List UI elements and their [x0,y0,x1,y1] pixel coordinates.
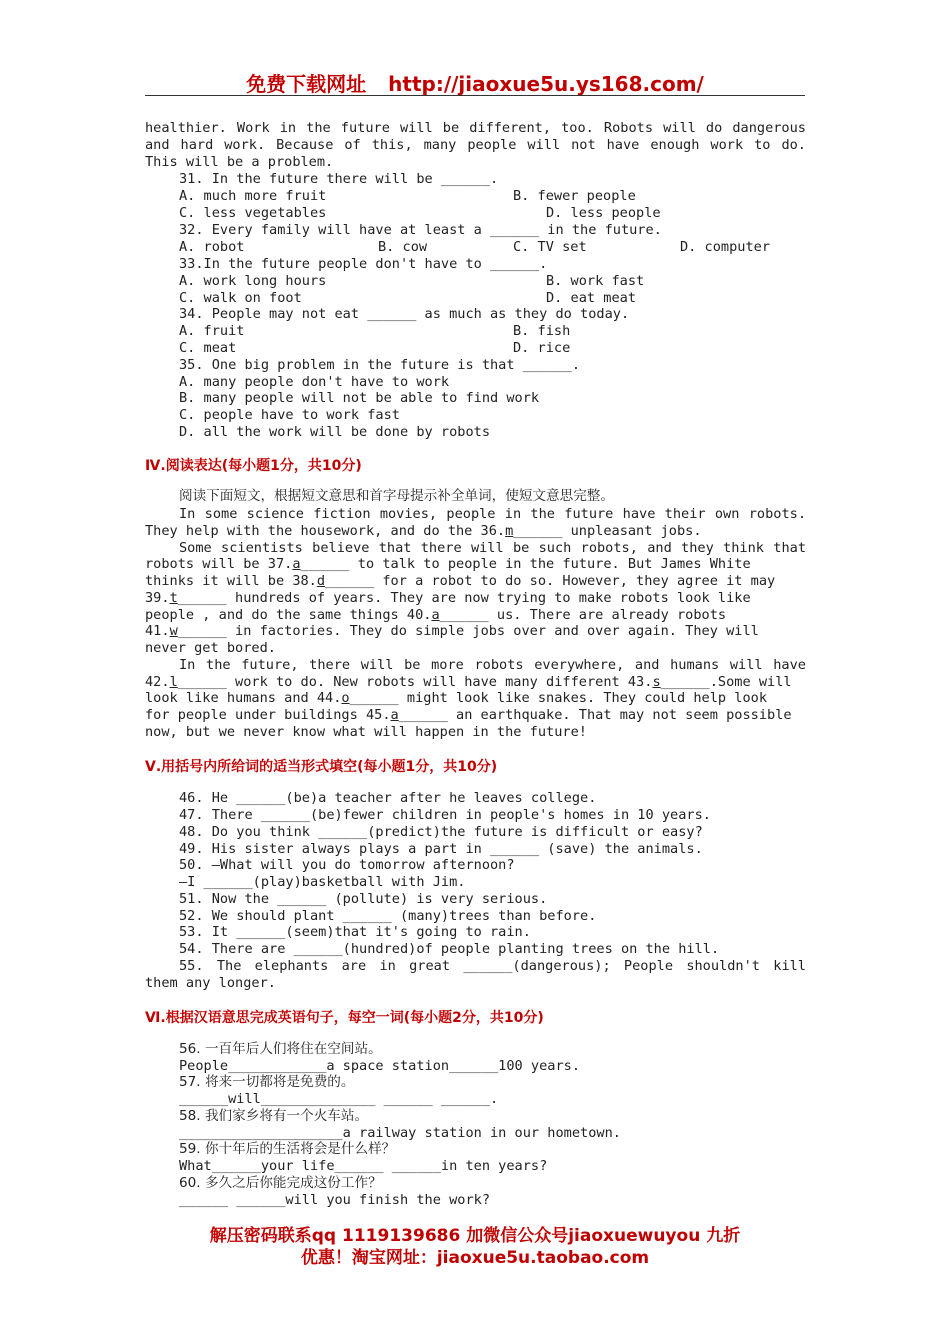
hint-letter: a [292,556,301,572]
option-c: C. TV set [513,239,587,255]
list-item: 55. The elephants are in great ______(dangerous); People shouldn't kill [179,958,806,974]
list-item: 46. He ______(be)a teacher after he leaves college. [179,790,597,806]
option-c: C. less vegetables [179,205,327,221]
text-line: 42.l______ work to do. New robots will have many different 43.s______.Some will [145,674,792,690]
option-c: C. meat [179,340,237,356]
question-cn: 58. 我们家乡将有一个火车站。 [179,1108,369,1124]
section-4-title: Ⅳ.阅读表达(每小题1分，共10分) [145,458,362,474]
option-b: B. fewer people [513,188,636,204]
hint-letter: a [431,607,440,623]
hint-letter: m [505,523,514,539]
option-a: A. work long hours [179,273,327,289]
text-line: now, but we never know what will happen in the future! [145,724,587,740]
question-en: ______ ______will you finish the work? [179,1192,490,1208]
text-line: look like humans and 44.o______ might look like snakes. They could help look [145,690,767,706]
instruction: 阅读下面短文，根据短文意思和首字母提示补全单词，使短文意思完整。 [179,488,614,504]
question-cn: 56. 一百年后人们将住在空间站。 [179,1041,382,1057]
question-stem: 31. In the future there will be ______. [179,171,499,187]
question-stem: 33.In the future people don't have to ______. [179,256,548,272]
hint-letter: o [341,690,350,706]
text-line: In the future, there will be more robots everywhere, and humans will have [179,657,806,673]
question-en: People____________a space station______100 years. [179,1058,581,1074]
hint-letter: a [390,707,399,723]
list-item: 47. There ______(be)fewer children in people's homes in 10 years. [179,807,711,823]
option-d: D. less people [546,205,661,221]
option-b: B. many people will not be able to find work [179,390,540,406]
section-5-title: Ⅴ.用括号内所给词的适当形式填空(每小题1分，共10分) [145,759,498,775]
option-a: A. much more fruit [179,188,327,204]
question-en: What______your life______ ______in ten years? [179,1158,548,1174]
text-line: thinks it will be 38.d______ for a robot to do so. However, they agree it may [145,573,776,589]
text-line: robots will be 37.a______ to talk to people in the future. But James White [145,556,751,572]
list-item: 53. It ______(seem)that it's going to rain. [179,924,531,940]
list-item: 51. Now the ______ (pollute) is very serious. [179,891,548,907]
hint-letter: s [652,674,661,690]
list-item: 48. Do you think ______(predict)the future is difficult or easy? [179,824,703,840]
question-cn: 60. 多久之后你能完成这份工作？ [179,1175,382,1191]
option-c: C. walk on foot [179,290,302,306]
question-stem: 35. One big problem in the future is that ______. [179,357,581,373]
text-line: for people under buildings 45.a______ an earthquake. That may not seem possible [145,707,792,723]
option-d: D. all the work will be done by robots [179,424,490,440]
hint-letter: d [316,573,326,589]
hint-letter: w [169,623,178,639]
list-item: 52. We should plant ______ (many)trees than before. [179,908,597,924]
option-d: D. computer [680,239,771,255]
section-6-title: Ⅵ.根据汉语意思完成英语句子，每空一词(每小题2分，共10分) [145,1010,544,1026]
header-label: 免费下载网址 [246,72,367,96]
option-b: B. cow [378,239,428,255]
hint-letter: t [169,590,178,606]
list-item: them any longer. [145,975,276,991]
list-item: —I ______(play)basketball with Jim. [179,874,466,890]
list-item: 54. There are ______(hundred)of people planting trees on the hill. [179,941,720,957]
list-item: 50. —What will you do tomorrow afternoon? [179,857,515,873]
question-cn: 57. 将来一切都将是免费的。 [179,1074,355,1090]
hint-letter: l [169,674,178,690]
option-b: B. fish [513,323,571,339]
question-cn: 59. 你十年后的生活将会是什么样？ [179,1141,396,1157]
option-a: A. many people don't have to work [179,374,450,390]
text-line: 39.t______ hundreds of years. They are now trying to make robots look like [145,590,751,606]
question-en: ____________________a railway station in our hometown. [179,1125,621,1141]
option-d: D. eat meat [546,290,637,306]
text-line: never get bored. [145,640,276,656]
header-rule [145,95,805,96]
option-c: C. people have to work fast [179,407,400,423]
header-banner [0,68,950,97]
text-line: This will be a problem. [145,154,334,170]
header-url[interactable]: http://jiaoxue5u.ys168.com/ [388,72,704,96]
footer-line-2: 优惠！淘宝网址：jiaoxue5u.taobao.com [300,1248,650,1268]
question-stem: 34. People may not eat ______ as much as they do today. [179,306,630,322]
text-line: In some science fiction movies, people in the future have their own robots. [179,506,806,522]
footer-line-1: 解压密码联系qq 1119139686 加微信公众号jiaoxuewuyou 九折 [209,1226,741,1246]
option-d: D. rice [513,340,571,356]
text-line: Some scientists believe that there will be such robots, and they think that [179,540,806,556]
text-line: people , and do the same things 40.a______ us. There are already robots [145,607,727,623]
option-a: A. robot [179,239,245,255]
question-stem: 32. Every family will have at least a ______ in the future. [179,222,662,238]
text-line: and hard work. Because of this, many people will not have enough work to do. [145,137,806,153]
text-line: healthier. Work in the future will be different, too. Robots will do dangerous [145,120,806,136]
option-a: A. fruit [179,323,245,339]
text-line: 41.w______ in factories. They do simple jobs over and over again. They will [145,623,759,639]
list-item: 49. His sister always plays a part in ______ (save) the animals. [179,841,703,857]
question-en: ______will______________ ______ ______. [179,1091,499,1107]
text-line: They help with the housework, and do the 36.m______ unpleasant jobs. [145,523,702,539]
option-b: B. work fast [546,273,645,289]
